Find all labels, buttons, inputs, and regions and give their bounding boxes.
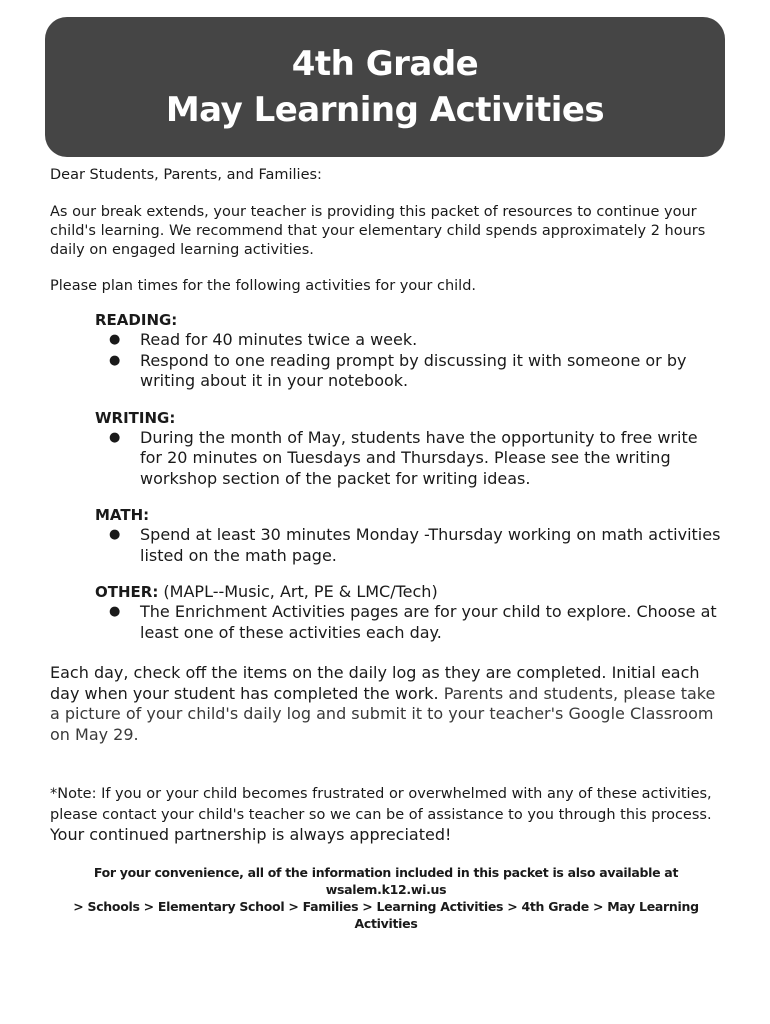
section-heading: [95, 505, 722, 525]
daily-log-submit-text: Parents and students, please take a picture of your child's daily log and submit it to your teacher's Google Classroom on May 29.: [50, 683, 716, 744]
bullet-icon: ●: [109, 352, 121, 368]
list-item: [95, 602, 722, 643]
list-item: [95, 351, 722, 392]
daily-log-text: Each day, check off the items on the daily log as they are completed. Initial each day when your student has completed the work.: [50, 663, 700, 703]
intro-paragraph: As our break extends, your teacher is providing this packet of resources to continue your child's learning. We recommend that your elementary child spends approximately 2 hours daily on engaged learning activities.: [50, 204, 706, 258]
greeting: Dear Students, Parents, and Families:: [50, 167, 322, 183]
letter-body: [50, 166, 722, 932]
daily-log-paragraph: [50, 663, 722, 745]
section-heading-label: MATH:: [95, 506, 150, 524]
list-item: [95, 330, 722, 351]
section-heading: [95, 582, 722, 602]
section-list: [95, 428, 722, 490]
bullet-icon: ●: [109, 429, 121, 445]
section-list: [95, 602, 722, 643]
section-heading-label: READING:: [95, 311, 178, 329]
note-closing: Your continued partnership is always appreciated!: [50, 825, 452, 844]
list-item: [95, 428, 722, 490]
list-item-text: Read for 40 minutes twice a week.: [140, 330, 418, 349]
section-writing: [95, 408, 722, 490]
bullet-icon: ●: [109, 527, 121, 542]
bullet-icon: ●: [109, 604, 121, 619]
section-reading: [95, 310, 722, 392]
footer-line1: For your convenience, all of the information included in this packet is also available at wsalem.k12.wi.us: [93, 865, 679, 897]
list-item-text: The Enrichment Activities pages are for your child to explore. Choose at least one of these activities each day.: [140, 602, 717, 642]
bullet-icon: ●: [109, 332, 121, 347]
footer: [50, 864, 722, 932]
section-list: [95, 330, 722, 392]
note-text: *Note: If you or your child becomes frustrated or overwhelmed with any of these activities, please contact your child's teacher so we can be of assistance to you through this process.: [50, 786, 712, 823]
list-item-text: During the month of May, students have the opportunity to free write for 20 minutes on Tuesdays and Thursdays. Please see the writing workshop section of the packet for writing ideas.: [140, 427, 698, 488]
page-title-line2: May Learning Activities: [165, 90, 605, 130]
section-heading-note: (MAPL--Music, Art, PE & LMC/Tech): [158, 582, 438, 601]
list-item-text: Respond to one reading prompt by discussing it with someone or by writing about it in your notebook.: [140, 350, 687, 390]
plan-paragraph: Please plan times for the following activities for your child.: [50, 278, 477, 294]
section-list: [95, 525, 722, 566]
note-paragraph: [50, 785, 722, 846]
section-other: [95, 582, 722, 643]
list-item-text: Spend at least 30 minutes Monday -Thursday working on math activities listed on the math page.: [140, 525, 721, 565]
footer-breadcrumb: > Schools > Elementary School > Families > Learning Activities > 4th Grade > May Learning Activities: [73, 899, 699, 931]
section-heading: [95, 408, 722, 428]
section-heading-label: OTHER:: [95, 583, 159, 601]
title-banner: [45, 17, 725, 157]
section-heading-label: WRITING:: [95, 408, 176, 427]
list-item: [95, 525, 722, 566]
section-math: [95, 505, 722, 566]
page-title-line1: 4th Grade: [291, 44, 479, 84]
section-heading: [95, 310, 722, 330]
